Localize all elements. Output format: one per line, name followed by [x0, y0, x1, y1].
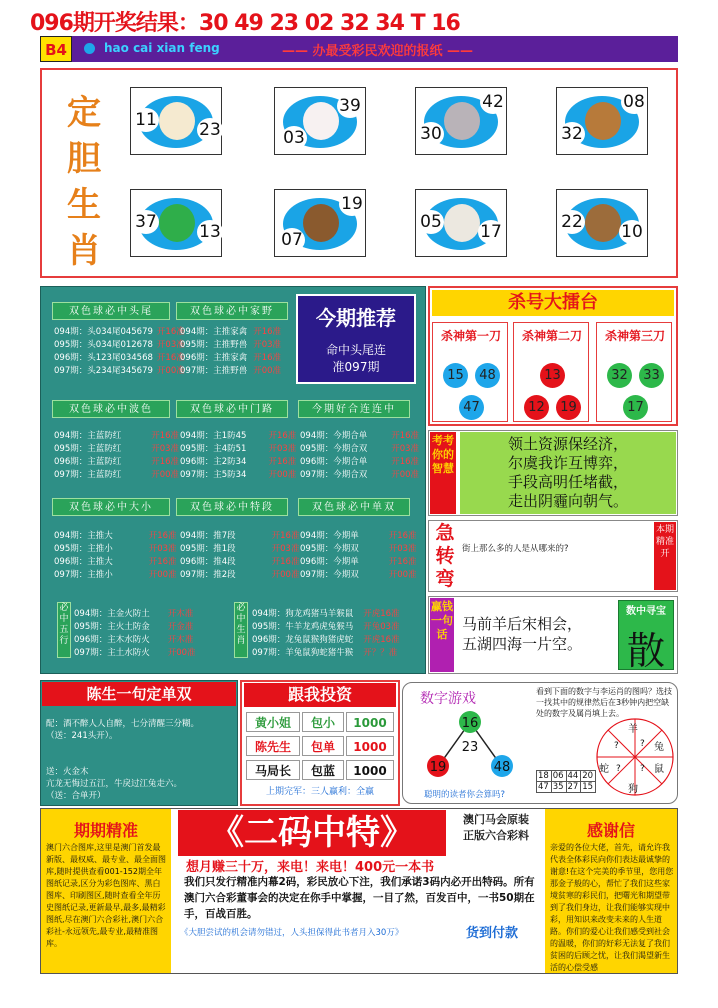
prediction-text: 094期：推7段	[180, 531, 236, 541]
kill-number-ball: 15	[443, 363, 468, 388]
kill-number-ball: 12	[524, 395, 549, 420]
prediction-text: 097期：头234尾345679	[54, 366, 153, 376]
prediction-result: 开00准	[271, 570, 300, 580]
two-code-footer: 《大胆尝试的机会请勿错过，人头担保得此书者月入30万》	[180, 928, 404, 938]
rabbit-icon	[303, 102, 339, 140]
section-lines-zodiac-pick	[252, 608, 400, 660]
invest-amount: 1000	[346, 712, 394, 732]
prediction-line	[180, 365, 281, 378]
wheel-label: 狗	[628, 784, 638, 795]
poem-line: 手段高明任堵截，	[507, 473, 628, 491]
prediction-line	[180, 530, 299, 543]
zodiac-title	[64, 90, 104, 274]
prediction-result: 开16准	[268, 431, 297, 441]
prediction-text: 097期：主蓝防红	[54, 470, 122, 480]
result-title: 096期开奖结果：30 49 23 02 32 34 T 16	[30, 11, 460, 36]
prediction-line	[180, 339, 281, 352]
prediction-line	[180, 456, 296, 469]
tip-line: 送：火金木	[46, 767, 89, 777]
section-lines-five-elements	[74, 608, 196, 660]
poem-line: 尔虞我诈互博弈，	[507, 454, 628, 472]
prediction-line	[300, 456, 419, 469]
zodiac-card-sheep	[130, 87, 222, 155]
zodiac-number: 23	[197, 118, 223, 142]
kill-number-ball: 47	[459, 395, 484, 420]
odd-even-tip-text	[46, 718, 234, 802]
prediction-result: 开00准	[148, 570, 177, 580]
prediction-result: 开16准	[148, 531, 177, 541]
section-lines-lucky-combo	[300, 430, 419, 482]
zodiac-number: 11	[133, 108, 159, 132]
prediction-result: 开03准	[148, 544, 177, 554]
zodiac-card-rat	[415, 87, 507, 155]
kill-number-ball: 32	[607, 363, 632, 388]
prediction-result: 开00准	[156, 366, 185, 376]
sheep-icon	[159, 102, 195, 140]
prediction-result: 开16准	[156, 353, 185, 363]
zodiac-number: 37	[133, 210, 159, 234]
zodiac-title-char: 定	[67, 93, 101, 133]
recommend-subtitle	[300, 342, 412, 376]
prediction-line	[180, 443, 296, 456]
prediction-line	[54, 543, 177, 556]
prediction-text: 097期：主5防34	[180, 470, 247, 480]
prediction-text: 095期：主蓝防红	[54, 444, 122, 454]
prediction-text: 096期：主推大	[54, 557, 113, 567]
prediction-text: 096期：主木水防火	[74, 635, 150, 645]
page-badge: B4	[40, 36, 72, 62]
wheel-label: 蛇	[599, 764, 609, 775]
number-game-title: 数字游戏	[420, 691, 476, 707]
brain-teaser-section	[428, 520, 678, 592]
prediction-result: 开16准	[253, 327, 282, 337]
period-text: 澳门六合图库,这里是澳门首发最新版、最权威、最专业、最全面图库,随时提供查看001-152期全年图纸记录,区分为彩色图库、黑白图库、印刷图区,随时查看全年历史图纸记录,更新最早,最多,最精彩图纸,尽在澳门六合彩社,澳门六合彩社-永远领先,最专业,最精准图库。	[46, 843, 166, 948]
zodiac-card-dog	[556, 87, 648, 155]
grid-cell: 20	[581, 771, 596, 782]
zodiac-number: 42	[480, 90, 506, 114]
prediction-text: 095期：今期合双	[300, 444, 368, 454]
winning-phrase-label: 赢钱一句话	[430, 598, 454, 672]
section-lines-special-segment	[180, 530, 299, 582]
invest-type: 包蓝	[302, 760, 344, 780]
prediction-line	[54, 365, 185, 378]
wheel-label: ?	[640, 764, 645, 774]
prediction-text: 096期：主蓝防红	[54, 457, 122, 467]
grid-cell: 15	[581, 782, 596, 793]
prediction-line	[180, 430, 296, 443]
zodiac-title-char: 胆	[67, 139, 101, 179]
treasure-title: 数中寻宝	[626, 606, 666, 617]
prediction-line	[54, 326, 185, 339]
invest-title: 跟我投资	[244, 683, 396, 707]
prediction-result: 开00准	[268, 470, 297, 480]
zodiac-number: 22	[559, 210, 585, 234]
prediction-line	[180, 469, 296, 482]
prediction-result: 开00准	[167, 648, 196, 658]
prediction-result: 开03准	[156, 340, 185, 350]
prediction-line	[180, 543, 299, 556]
wheel-label: 鼠	[654, 764, 664, 775]
prediction-result: 开兔03准	[363, 622, 400, 632]
invest-name: 陈先生	[246, 736, 300, 756]
zodiac-number: 05	[418, 210, 444, 234]
prediction-result: 开00准	[151, 470, 180, 480]
prediction-result: 开16准	[151, 457, 180, 467]
zodiac-number: 03	[281, 126, 307, 150]
prediction-result: 开虎16准	[363, 635, 400, 645]
prediction-text: 096期：主2防34	[180, 457, 247, 467]
section-title-door-road: 双色球必中门路	[176, 400, 288, 418]
prediction-text: 095期：头034尾012678	[54, 340, 153, 350]
prediction-text: 094期：头034尾045679	[54, 327, 153, 337]
wheel-label: ?	[616, 764, 621, 774]
prediction-result: 开16准	[391, 457, 420, 467]
ox-icon	[444, 204, 480, 242]
invest-type: 包单	[302, 736, 344, 756]
prediction-line	[54, 569, 177, 582]
section-title-special-segment: 双色球必中特段	[176, 498, 288, 516]
prediction-result: 开03准	[391, 444, 420, 454]
prediction-line	[74, 621, 196, 634]
prediction-text: 095期：牛羊龙鸡虎兔猴马	[252, 622, 354, 632]
prediction-text: 094期：主蓝防红	[54, 431, 122, 441]
invest-amount: 1000	[346, 736, 394, 756]
kill-number-ball: 48	[475, 363, 500, 388]
zodiac-number: 19	[339, 192, 365, 216]
prediction-line	[252, 608, 400, 621]
invest-row	[246, 712, 394, 734]
period-title: 期期精准	[73, 821, 138, 840]
zodiac-card-ox	[415, 189, 507, 257]
prediction-line	[300, 556, 417, 569]
pig-icon	[303, 204, 339, 242]
dog-icon	[585, 102, 621, 140]
recommend-line: 命中头尾连	[325, 343, 386, 357]
prediction-result: 开虎16准	[363, 609, 400, 619]
section-lines-odd-even	[300, 530, 417, 582]
prediction-result: 开16准	[391, 431, 420, 441]
prediction-result: 开16准	[148, 557, 177, 567]
prediction-result: 开16准	[388, 531, 417, 541]
grid-cell: 47	[537, 782, 552, 793]
prediction-line	[252, 647, 400, 660]
prediction-line	[74, 634, 196, 647]
site-name: hao cai xian feng	[104, 41, 220, 55]
phrase-line: 五湖四海一片空。	[462, 635, 583, 653]
grid-cell: 06	[551, 771, 566, 782]
zodiac-number: 10	[619, 220, 645, 244]
invest-type: 包小	[302, 712, 344, 732]
kill-column	[432, 322, 508, 422]
number-game-desc: 看到下面的数字与李运肖的图吗？选技一找其中的规律然后在3秒钟内把空缺处的数字及属肖填上去。	[536, 687, 672, 718]
prediction-result: 开03准	[253, 340, 282, 350]
prediction-result: 开00准	[391, 470, 420, 480]
zodiac-card-pig	[274, 189, 366, 257]
prediction-text: 094期：主金火防土	[74, 609, 150, 619]
invest-row	[246, 736, 394, 758]
prediction-text: 095期：主推野兽	[180, 340, 248, 350]
prediction-text: 094期：主推大	[54, 531, 113, 541]
bullet-icon	[84, 43, 95, 54]
thanks-title: 感谢信	[586, 821, 635, 840]
prediction-result: 开00准	[388, 570, 417, 580]
prediction-line	[180, 326, 281, 339]
prediction-text: 094期：主1防45	[180, 431, 247, 441]
section-title-home-wild: 双色球必中家野	[176, 302, 288, 320]
prediction-line	[54, 556, 177, 569]
prediction-result: 开00准	[253, 366, 282, 376]
prediction-line	[300, 443, 419, 456]
brain-teaser-side-label: 本期精准开	[654, 522, 676, 590]
zodiac-title-char: 生	[67, 185, 101, 225]
section-title-zodiac-pick: 必中生肖	[234, 602, 248, 658]
zodiac-card-snake	[130, 189, 222, 257]
prediction-text: 095期：今期双	[300, 544, 359, 554]
grid-cell: 44	[566, 771, 581, 782]
odd-even-tip-title: 陈生一句定单双	[42, 682, 236, 706]
zodiac-number: 32	[559, 122, 585, 146]
brain-teaser-label: 急转弯	[435, 522, 455, 590]
prediction-text: 095期：主推小	[54, 544, 113, 554]
zodiac-wheel	[594, 716, 676, 798]
prediction-result: 开16准	[268, 457, 297, 467]
section-title-lucky-combo: 今期好合连连中	[298, 400, 410, 418]
wheel-label: 兔	[654, 742, 664, 753]
section-lines-door-road	[180, 430, 296, 482]
prediction-result: 开金准	[167, 622, 194, 632]
zodiac-number: 07	[279, 228, 305, 252]
prediction-line	[74, 647, 196, 660]
zodiac-number: 39	[337, 94, 363, 118]
phrase-line: 马前羊后宋相会，	[462, 615, 583, 633]
prediction-line	[252, 634, 400, 647]
prediction-line	[54, 430, 179, 443]
invest-name: 黄小姐	[246, 712, 300, 732]
winning-phrase-text	[462, 614, 612, 654]
section-title-head-tail: 双色球必中头尾	[52, 302, 170, 320]
two-code-offer: 想月赚三十万，来电！来电！400元一本书	[186, 860, 435, 875]
prediction-line	[300, 569, 417, 582]
prediction-line	[180, 352, 281, 365]
kill-number-ball: 19	[556, 395, 581, 420]
zodiac-number: 13	[197, 220, 223, 244]
prediction-text: 094期：今期单	[300, 531, 359, 541]
recommend-line: 准097期	[332, 360, 380, 374]
subtitle-line: 正版六合彩料	[463, 829, 529, 842]
prediction-text: 097期：羊兔鼠狗蛇猪牛猴	[252, 648, 354, 658]
kill-column	[513, 322, 589, 422]
kill-number-ball: 17	[623, 395, 648, 420]
invest-footer: 上期完军：三人赢利：全赢	[265, 787, 374, 797]
prediction-result: 开16准	[156, 327, 185, 337]
rat-icon	[444, 102, 480, 140]
prediction-line	[300, 543, 417, 556]
invest-row	[246, 760, 394, 782]
invest-name: 马局长	[246, 760, 300, 780]
game-num-top: 16	[461, 716, 479, 731]
prediction-result: 开03准	[151, 444, 180, 454]
prediction-line	[54, 469, 179, 482]
prediction-text: 095期：推1段	[180, 544, 236, 554]
zodiac-card-monkey	[556, 189, 648, 257]
prediction-result: 开？？准	[363, 648, 398, 658]
prediction-result: 开03准	[388, 544, 417, 554]
section-lines-big-small	[54, 530, 177, 582]
prediction-line	[252, 621, 400, 634]
wheel-label: ?	[614, 741, 619, 751]
prediction-text: 096期：头123尾034568	[54, 353, 153, 363]
prediction-text: 094期：今期合单	[300, 431, 368, 441]
prediction-line	[54, 339, 185, 352]
prediction-result: 开16准	[271, 531, 300, 541]
monkey-icon	[585, 204, 621, 242]
grid-cell: 27	[566, 782, 581, 793]
game-num-right: 48	[493, 760, 511, 775]
prediction-text: 094期：狗龙鸡猪马羊猴鼠	[252, 609, 354, 619]
kill-number-ball: 13	[540, 363, 565, 388]
game-num-center: 23	[461, 740, 479, 755]
poem-line: 领土资源保经济，	[507, 435, 628, 453]
prediction-line	[180, 569, 299, 582]
prediction-line	[300, 530, 417, 543]
prediction-text: 097期：主土水防火	[74, 648, 150, 658]
prediction-result: 开16准	[388, 557, 417, 567]
grid-cell: 35	[551, 782, 566, 793]
arena-title: 杀号大擂台	[432, 290, 674, 316]
zodiac-card-rabbit	[274, 87, 366, 155]
prediction-line	[54, 530, 177, 543]
prediction-result: 开16准	[253, 353, 282, 363]
prediction-text: 094期：主推家禽	[180, 327, 248, 337]
prediction-result: 开03准	[268, 444, 297, 454]
brain-teaser-question: 街上那么多的人是从哪来的?	[462, 544, 569, 554]
prediction-text: 097期：今期合双	[300, 470, 368, 480]
prediction-line	[54, 443, 179, 456]
tip-line: （送：合单开）	[46, 791, 106, 801]
prediction-line	[54, 456, 179, 469]
prediction-result: 开16准	[151, 431, 180, 441]
prediction-line	[74, 608, 196, 621]
prediction-text: 096期：今期单	[300, 557, 359, 567]
tip-line: （送：241头开）。	[46, 731, 118, 741]
section-title-wave-color: 双色球必中波色	[52, 400, 170, 418]
zodiac-title-char: 肖	[67, 231, 101, 271]
prediction-line	[54, 352, 185, 365]
prediction-line	[300, 430, 419, 443]
prediction-text: 097期：今期双	[300, 570, 359, 580]
wheel-label: ?	[640, 739, 645, 749]
section-lines-wave-color	[54, 430, 179, 482]
section-lines-home-wild	[180, 326, 281, 378]
wisdom-label: 考考你的智慧	[430, 432, 456, 514]
prediction-line	[180, 556, 299, 569]
prediction-text: 096期：龙兔鼠猴狗猪虎蛇	[252, 635, 354, 645]
prediction-text: 095期：主火土防金	[74, 622, 150, 632]
invest-amount: 1000	[346, 760, 394, 780]
kill-number-ball: 33	[639, 363, 664, 388]
game-num-left: 19	[429, 760, 447, 775]
number-game-grid	[536, 770, 596, 793]
prediction-text: 097期：主推野兽	[180, 366, 248, 376]
poem-line: 走出阴霾向朝气。	[507, 492, 628, 510]
recommend-title: 今期推荐	[316, 306, 396, 330]
prediction-result: 开03准	[271, 544, 300, 554]
wheel-label: 羊	[628, 724, 638, 735]
prediction-text: 097期：主推小	[54, 570, 113, 580]
thanks-text: 亲爱的各位大佬，首先，请允许我代表全体彩民向你们表达最诚挚的谢意!在这个完美的季节里，您用您那金子般的心，帮忙了我们这些家境贫寒的彩民们，把曙光和期望带到了我们身边，让我们能够实现中彩，用知识来改变未来的人生道路。你们的爱心让我们感受到社会的温暖，你们的好彩无法复了我们贫困的后顾之忧，让我们渴望新生活的心偿受感	[550, 843, 674, 972]
prediction-result: 开16准	[271, 557, 300, 567]
number-game-footer: 聪明的读者你会算吗?	[424, 790, 506, 800]
kill-column-title: 杀神第二刀	[521, 329, 582, 343]
two-code-subtitle	[450, 812, 542, 844]
subtitle-line: 澳门马会原装	[463, 813, 529, 826]
section-title-big-small: 双色球必中大小	[52, 498, 170, 516]
prediction-text: 096期：主推家禽	[180, 353, 248, 363]
prediction-text: 096期：推4段	[180, 557, 236, 567]
kill-column-title: 杀神第三刀	[604, 329, 665, 343]
tip-line: 亢龙无悔过五江，牛戾过江兔走六。	[46, 779, 183, 789]
tip-line: 配：酒不醉人人自醉，七分清醒三分糊。	[46, 719, 200, 729]
prediction-line	[300, 469, 419, 482]
section-lines-head-tail	[54, 326, 185, 378]
snake-icon	[159, 204, 195, 242]
two-code-text: 我们只发行精准内幕2码，彩民放心下注，我们承诺3码内必开出特码。所有澳门六合彩董事会的决定在你手中掌握，一目了然，百发百中，一书50期在手，百战百胜。	[184, 876, 535, 920]
slogan: —— 办最受彩民欢迎的报纸 ——	[282, 44, 474, 59]
zodiac-number: 08	[621, 90, 647, 114]
cash-on-delivery: 货到付款	[466, 926, 519, 941]
grid-cell: 18	[537, 771, 552, 782]
zodiac-number: 30	[418, 122, 444, 146]
section-title-odd-even: 双色球必中单双	[298, 498, 410, 516]
wisdom-poem	[460, 432, 676, 514]
kill-column-title: 杀神第一刀	[440, 329, 501, 343]
number-game-diagram	[420, 706, 520, 786]
treasure-char: 散	[626, 629, 665, 673]
prediction-result: 开木准	[167, 635, 194, 645]
prediction-result: 开木准	[167, 609, 194, 619]
section-title-five-elements: 必中五行	[57, 602, 71, 658]
prediction-text: 096期：今期合单	[300, 457, 368, 467]
zodiac-number: 17	[478, 220, 504, 244]
kill-column	[596, 322, 672, 422]
prediction-text: 097期：推2段	[180, 570, 236, 580]
two-code-title: 《二码中特》	[178, 810, 446, 856]
prediction-text: 095期：主4防51	[180, 444, 247, 454]
